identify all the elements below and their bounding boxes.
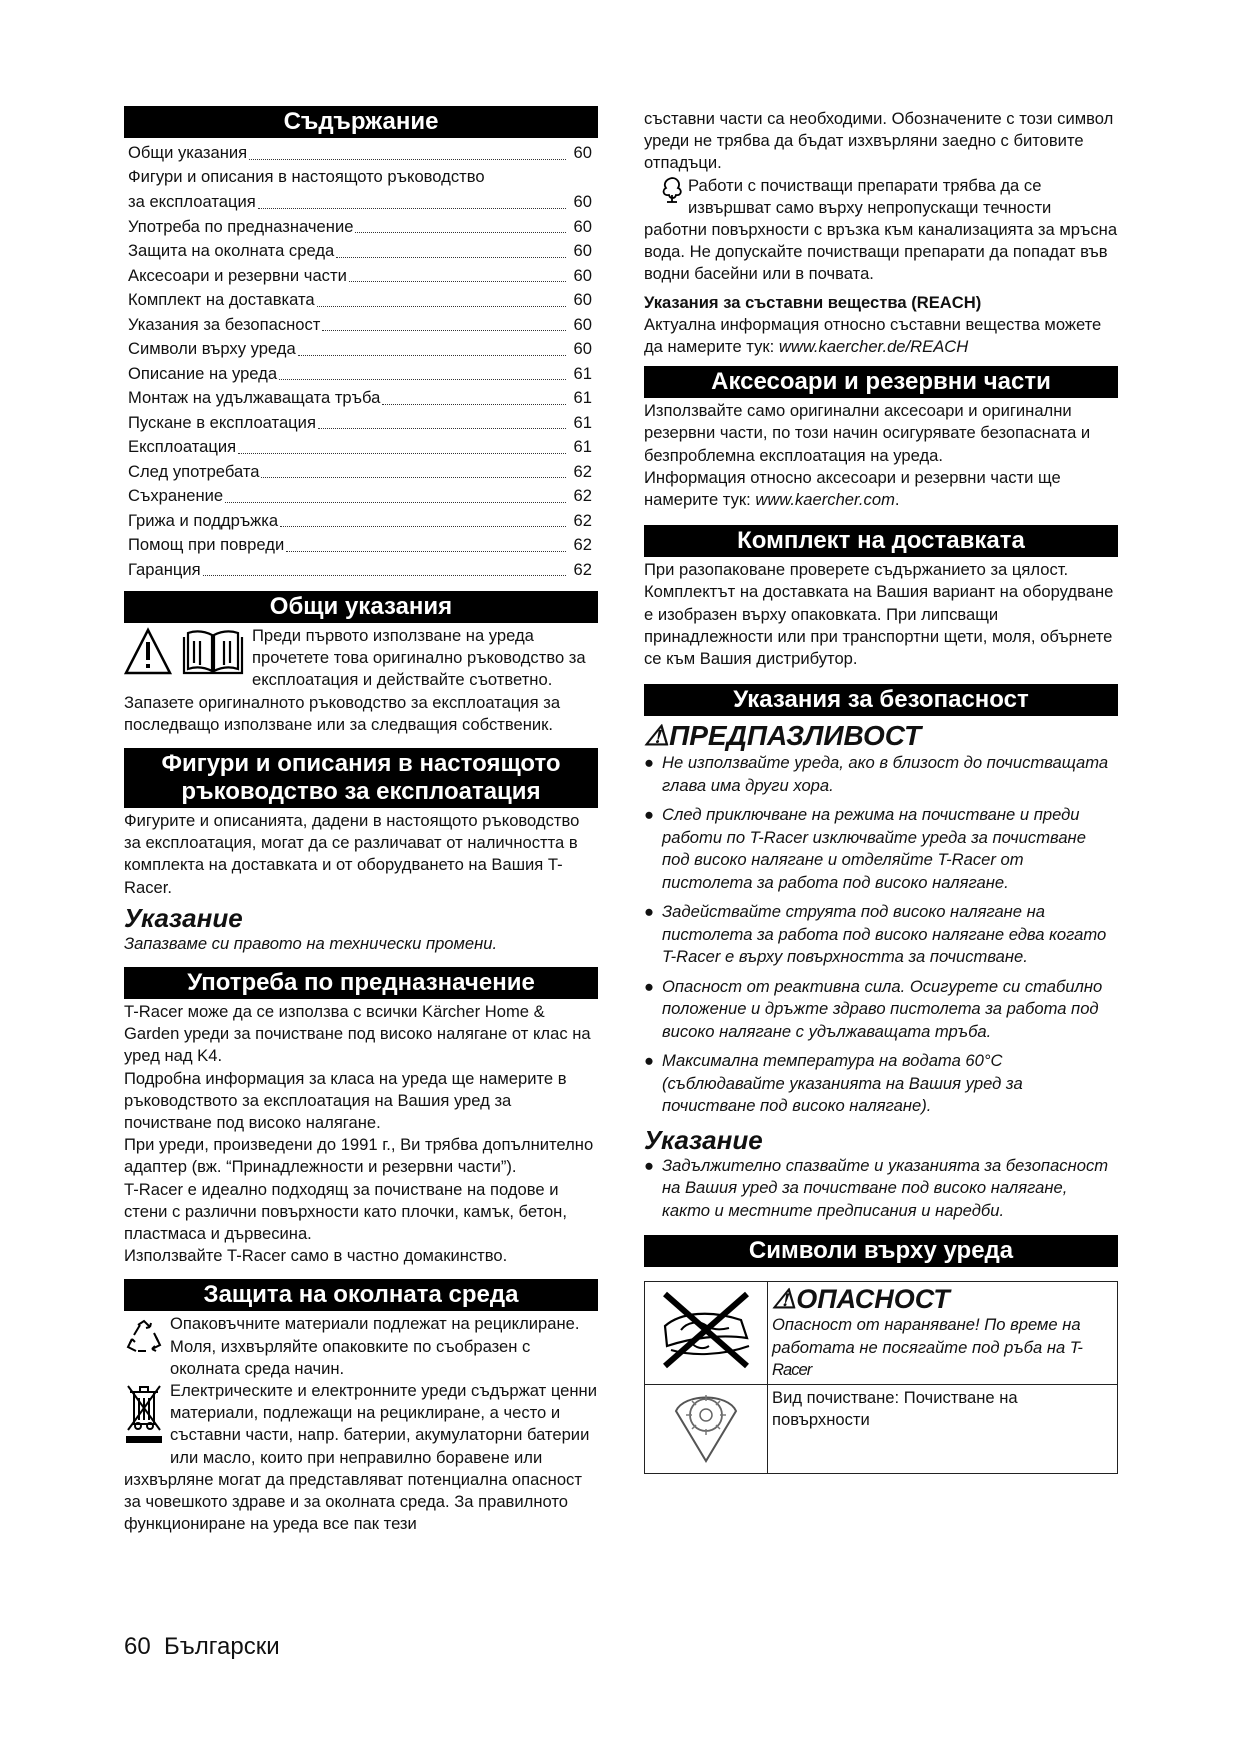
toc-item[interactable]	[124, 336, 598, 361]
environment-weee	[124, 1380, 598, 1535]
toc-item-label: Употреба по предназначение	[128, 216, 354, 236]
bullet-icon: ●	[644, 902, 655, 922]
environment-recycle	[124, 1313, 598, 1380]
toc-item-label: След употребата	[128, 461, 260, 481]
usage-title: Употреба по предназначение	[124, 967, 598, 999]
footer-language: Български	[164, 1633, 280, 1660]
list-item	[644, 1050, 1118, 1118]
toc-item-label: Съхранение	[128, 486, 224, 506]
toc-item-page: 60	[573, 241, 592, 261]
reach-heading: Указания за съставни вещества (REACH)	[644, 292, 982, 312]
toc-item-label: Защита на околната среда	[128, 241, 335, 261]
environment-p1: Опаковъчните материали подлежат на рециклиране. Моля, изхвърляйте опаковките по съобразен с околната среда начин.	[170, 1314, 580, 1378]
toc-item[interactable]	[124, 214, 598, 239]
symbols-table	[644, 1281, 1118, 1474]
toc-item[interactable]	[124, 287, 598, 312]
list-item: ● Задължително спазвайте и указанията за безопасност на Вашия уред за почистване под високо налягане, както и местните предписания и наредби.	[644, 1155, 1109, 1220]
figures-title-line2: ръководство за експлоатация	[181, 778, 541, 806]
general-title: Общи указания	[124, 591, 598, 623]
table-row	[645, 1282, 1118, 1385]
toc-item-page: 60	[573, 314, 592, 334]
safety-note-list	[644, 1155, 1118, 1223]
toc-title: Съдържание	[124, 106, 598, 138]
warning-triangle-icon: ⚠	[644, 720, 670, 752]
safety-warning-label: ПРЕДПАЗЛИВОСТ	[669, 720, 922, 752]
toc-item[interactable]	[124, 532, 598, 557]
toc-leader	[355, 232, 566, 233]
bullet-icon: ●	[644, 976, 655, 996]
toc-item-page: 62	[573, 510, 592, 530]
toc-item[interactable]	[124, 385, 598, 410]
general-text: Преди първото използване на уреда прочетете това оригинално ръководство за експлоатация и действайте съответно. Запазете оригиналното ръководство за експлоатация за последващо използване или за следващия собственик.	[124, 626, 586, 734]
mode-text: Вид почистване: Почистване на повърхности	[772, 1387, 1018, 1430]
toc-leader	[298, 355, 566, 356]
bullet-icon: ●	[644, 1051, 655, 1071]
figures-title	[124, 748, 598, 808]
danger-label: ОПАСНОСТ	[796, 1284, 950, 1315]
toc-item-page: 61	[573, 412, 592, 432]
page-footer	[124, 1633, 280, 1661]
environment-p2-right: съставни части са необходими. Обозначените с този символ уреди не трябва да бъдат изхвърляни заедно с битовите отпадъци.	[644, 109, 1114, 173]
toc-item[interactable]	[124, 140, 598, 165]
safety-note-text: Задължително спазвайте и указанията за безопасност на Вашия уред за почистване под високо налягане, както и местните предписания и наредби.	[662, 1155, 1109, 1220]
list-item	[644, 976, 1118, 1044]
toc-item-line: Фигури и описания в настоящото ръководство	[128, 166, 485, 186]
toc-leader	[279, 379, 566, 380]
toc-item[interactable]	[124, 557, 598, 582]
danger-cell	[768, 1282, 1118, 1385]
toc-item[interactable]	[124, 434, 598, 459]
symbol-cell	[645, 1282, 768, 1385]
toc-item[interactable]	[124, 361, 598, 386]
toc-item-label: Монтаж на удължаващата тръба	[128, 388, 381, 408]
mode-cell	[768, 1384, 1118, 1473]
toc-item-label: Пускане в експлоатация	[128, 412, 316, 432]
usage-p3: При уреди, произведени до 1991 г., Ви трябва допълнително адаптер (вж. “Принадлежности и резервни части”).	[124, 1135, 594, 1177]
figures-note-heading: Указание	[124, 902, 243, 933]
safety-bullet-text: Опасност от реактивна сила. Осигурете си стабилно положение и дръжте здраво пистолета за работа под високо налягане с удължаващата тръба.	[662, 976, 1103, 1041]
danger-text-main: Опасност от нараняване! По време на работата не посягайте под ръба на	[772, 1315, 1081, 1357]
toc-leader	[249, 159, 566, 160]
toc-item-label: за експлоатация	[128, 192, 256, 212]
accessories-paragraph2	[644, 467, 1118, 511]
reach-paragraph	[644, 314, 1118, 358]
water-protection-icon	[660, 175, 684, 209]
toc-item-label: Комплект на доставката	[128, 290, 315, 310]
toc-item[interactable]	[124, 508, 598, 533]
environment-title: Защита на околната среда	[124, 1279, 598, 1311]
toc-leader	[238, 453, 566, 454]
toc-leader	[322, 330, 566, 331]
toc-item[interactable]	[124, 189, 598, 214]
danger-heading	[772, 1284, 1113, 1314]
toc-item-page: 62	[573, 486, 592, 506]
warning-book-icons	[124, 627, 246, 683]
toc-leader	[261, 477, 566, 478]
toc-item[interactable]	[124, 483, 598, 508]
toc-item-page: 60	[573, 192, 592, 212]
toc-item-page: 61	[573, 437, 592, 457]
figures-title-line1: Фигури и описания в настоящото	[161, 750, 561, 778]
toc-item-page: 62	[573, 535, 592, 555]
reach-text: Актуална информация относно съставни вещества можете да намерите тук:	[644, 314, 1102, 357]
toc-item-page: 62	[573, 559, 592, 579]
figures-text: Фигурите и описанията, дадени в настоящото ръководство за експлоатация, могат да се различават от наличността в комплекта на доставката и от оборудването на Вашия T-Racer.	[124, 811, 580, 897]
toc-leader	[203, 575, 566, 576]
toc-item-label: Аксесоари и резервни части	[128, 265, 347, 285]
toc-item-label: Символи върху уреда	[128, 339, 296, 359]
accessories-p1: Използвайте само оригинални аксесоари и оригинални резервни части, по този начин осигурявате безопасната и безпроблемна експлоатация на уреда.	[644, 401, 1091, 465]
toc-item-page: 60	[573, 339, 592, 359]
toc-item-label: Помощ при повреди	[128, 535, 285, 555]
toc-item-page: 61	[573, 363, 592, 383]
no-hand-icon	[651, 1286, 761, 1374]
toc-item-label: Общи указания	[128, 143, 248, 163]
toc-item[interactable]	[124, 410, 598, 435]
toc-leader	[286, 551, 566, 552]
right-column	[644, 108, 1118, 1474]
toc-item-label: Експлоатация	[128, 437, 237, 457]
toc-item[interactable]	[124, 238, 598, 263]
safety-bullet-text: Задействайте струята под високо налягане на пистолета за работа под високо налягане едва когато T-Racer е върху повърхността за почистване.	[662, 902, 1107, 967]
toc-item-label: Описание на уреда	[128, 363, 278, 383]
toc-item[interactable]	[124, 459, 598, 484]
figures-note-text: Запазваме си правото на технически промени.	[124, 933, 498, 953]
recycle-icon	[124, 1317, 164, 1363]
list-item	[644, 752, 1118, 797]
toc-item-page: 60	[573, 216, 592, 236]
accessories-link[interactable]: www.kaercher.com	[755, 490, 895, 510]
environment-p3: Работи с почистващи препарати трябва да се извършват само върху непропускащи течности работни повърхности с връзка към канализацията за мръсна вода. Не допускайте почистващи препарати да попадат във водни басейни или в почвата.	[644, 175, 1118, 284]
surface-cleaning-icon	[666, 1387, 746, 1465]
toc-leader	[318, 428, 566, 429]
general-section	[124, 625, 598, 736]
table-row	[645, 1384, 1118, 1473]
crossed-bin-icon	[124, 1382, 164, 1450]
toc-item-page: 60	[573, 265, 592, 285]
list-item	[644, 901, 1118, 969]
toc-list	[124, 140, 598, 581]
delivery-text: При разопаковане проверете съдържанието за цялост. Комплектът на доставката на Вашия вариант на оборудване е изобразен върху опаковката. При липсващи принадлежности или при транспортни щети, моля, обърнете се към Вашия дистрибутор.	[644, 560, 1114, 669]
safety-note-heading: Указание	[644, 1124, 763, 1155]
toc-leader	[349, 281, 566, 282]
reach-link[interactable]: www.kaercher.de/REACH	[778, 337, 969, 357]
toc-item-page: 60	[573, 143, 592, 163]
bullet-icon: ●	[644, 753, 655, 773]
toc-item-page: 60	[573, 290, 592, 310]
list-item	[644, 804, 1118, 894]
page-number: 60	[124, 1633, 151, 1660]
environment-p2-left: Електрическите и електронните уреди съдържат ценни материали, подлежащи на рециклиране, а често и съставни части, напр. батерии, акумулаторни батерии или масло, които при неправилно боравене или изхвърляне могат да представляват потенциална опасност за човешкото здраве и за околната среда. За правилното функциониране на уреда все пак тези	[124, 1381, 597, 1534]
usage-p5: Използвайте T-Racer само в частно домакинство.	[124, 1246, 508, 1266]
delivery-title: Комплект на доставката	[644, 525, 1118, 557]
toc-item-page: 62	[573, 461, 592, 481]
toc-item-label: Грижа и поддръжка	[128, 510, 279, 530]
toc-item[interactable]	[124, 263, 598, 288]
environment-detergent	[644, 175, 1118, 286]
usage-p1: T-Racer може да се използва с всички Kärcher Home & Garden уреди за почистване под високо налягане от клас на уред над K4.	[124, 1002, 591, 1066]
manual-book-icon	[184, 631, 242, 673]
symbols-title: Символи върху уреда	[644, 1235, 1118, 1267]
warning-triangle-icon: ⚠	[772, 1284, 797, 1315]
usage-p2: Подробна информация за класа на уреда ще намерите в ръководството за експлоатация на Вашия уред за почистване под високо налягане.	[124, 1068, 567, 1133]
accessories-p2-end: .	[894, 490, 900, 510]
toc-leader	[225, 502, 566, 503]
toc-leader	[336, 257, 566, 258]
safety-bullet-text: Максимална температура на водата 60°C (съблюдавайте указанията на Вашия уред за почистване под високо налягане).	[662, 1051, 1023, 1116]
safety-bullet-text: След приключване на режима на почистване и преди работи по T-Racer изключвайте уреда за почистване под високо налягане и отделяйте T-Racer от пистолета за работа под високо налягане.	[662, 805, 1086, 892]
bullet-icon: ●	[644, 805, 655, 825]
safety-title: Указания за безопасност	[644, 684, 1118, 716]
toc-item-label: Указания за безопасност	[128, 314, 321, 334]
toc-item[interactable]	[124, 312, 598, 337]
safety-bullet-text: Не използвайте уреда, ако в близост до почистващата глава има други хора.	[662, 753, 1109, 795]
toc-item-page: 61	[573, 388, 592, 408]
toc-leader	[317, 306, 566, 307]
toc-leader	[258, 208, 566, 209]
toc-item-label: Гаранция	[128, 559, 201, 579]
accessories-title: Аксесоари и резервни части	[644, 366, 1118, 398]
symbol-cell	[645, 1384, 768, 1473]
accessories-p2: Информация относно аксесоари и резервни части ще намерите тук:	[644, 467, 1061, 510]
toc-leader	[280, 526, 566, 527]
safety-bullets	[644, 752, 1118, 1118]
safety-warning-heading	[644, 720, 1118, 752]
danger-brand: T-Racer	[772, 1337, 1082, 1380]
left-column	[124, 106, 598, 1536]
usage-p4: T-Racer е идеално подходящ за почистване на подове и стени с различни повърхности като плочки, камък, бетон, пластмаса и дървесина.	[124, 1179, 567, 1244]
danger-text	[772, 1314, 1113, 1382]
toc-leader	[382, 404, 566, 405]
